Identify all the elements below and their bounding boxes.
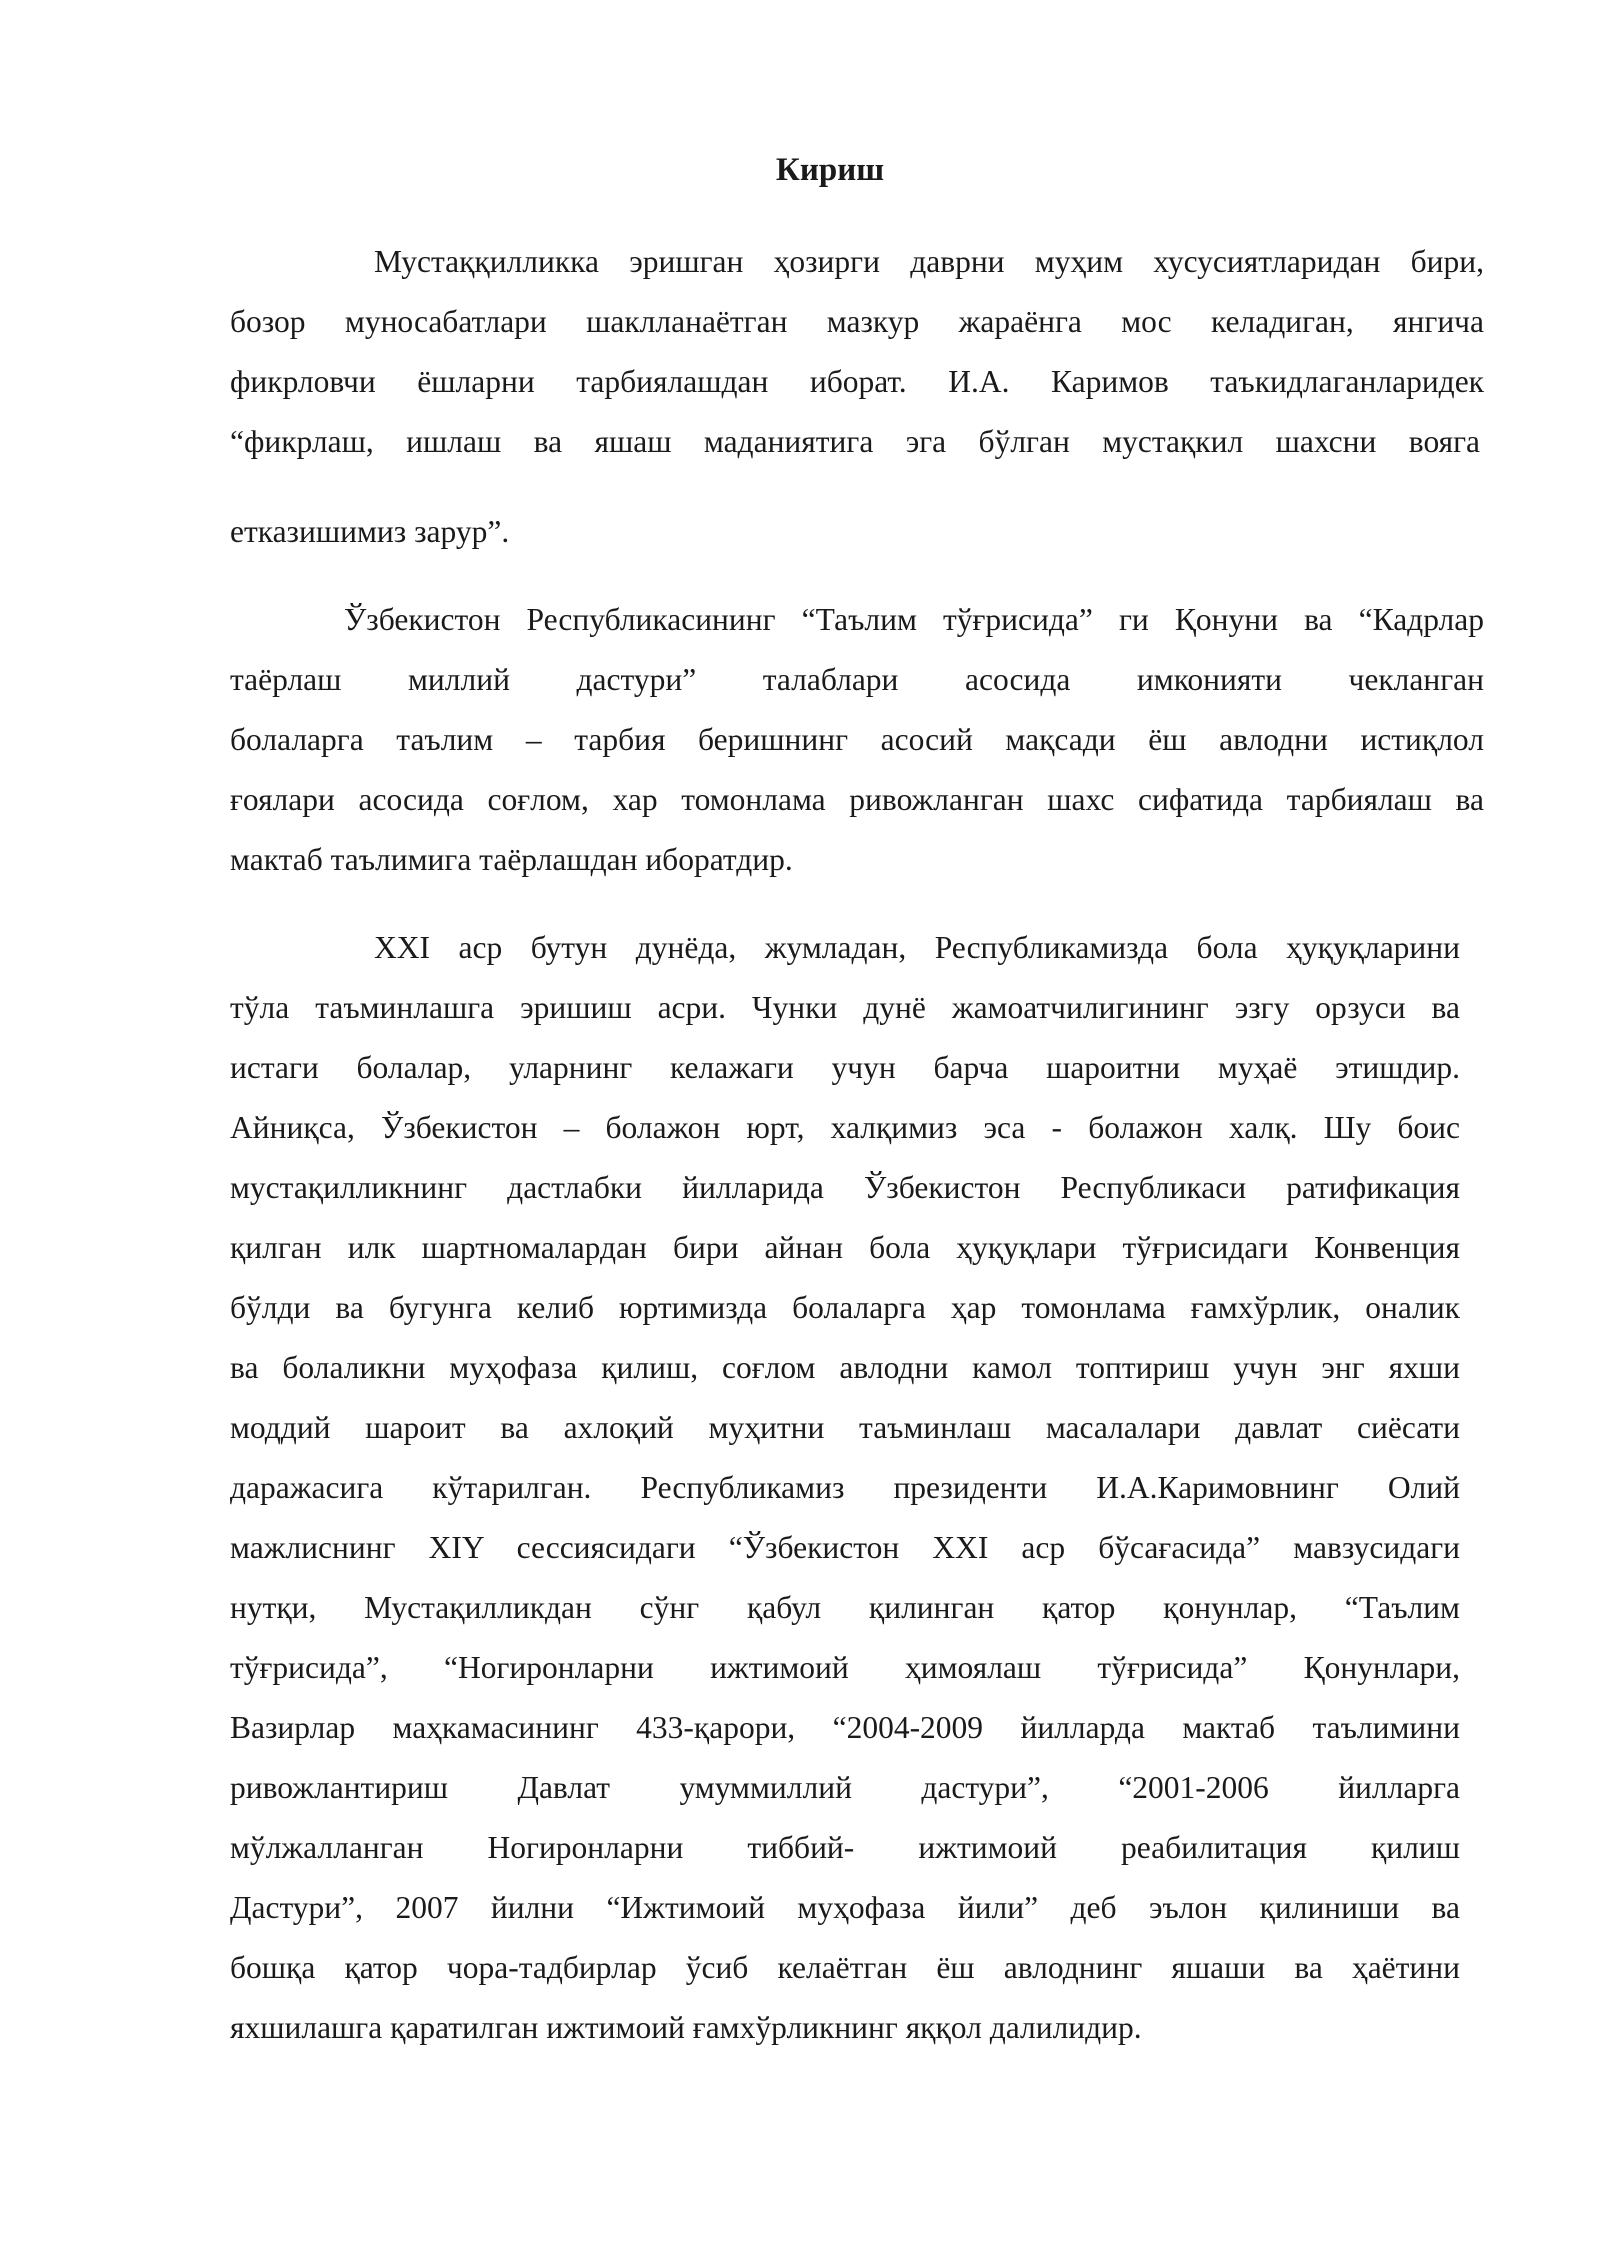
text-line: мактаб таълимига таёрлашдан иборатдир. — [230, 842, 793, 877]
text-line: Ўзбекистон Республикасининг “Таълим тўғрисида” ги Қонуни ва “Кадрлар — [344, 602, 1484, 637]
text-line: тўғрисида”, “Ногиронларни ижтимоий ҳимоялаш тўғрисида” Қонунлари, — [230, 1650, 1460, 1685]
text-line: қилган илк шартномалардан бири айнан бола ҳуқуқлари тўғрисидаги Конвенция — [230, 1230, 1460, 1265]
text-line: яхшилашга қаратилган ижтимоий ғамхўрликнинг яққол далилидир. — [230, 2010, 1142, 2045]
text-line: XXI аср бутун дунёда, жумладан, Республикамизда бола ҳуқуқларини — [374, 930, 1460, 965]
text-line: мустақилликнинг дастлабки йилларида Ўзбекистон Республикаси ратификация — [230, 1170, 1460, 1205]
text-line: мажлиснинг XIY сессиясидаги “Ўзбекистон XXI аср бўсағасида” мавзусидаги — [230, 1530, 1460, 1565]
text-line: бошқа қатор чора-тадбирлар ўсиб келаётган ёш авлоднинг яшаши ва ҳаётини — [230, 1950, 1460, 1985]
text-line: “фикрлаш, ишлаш ва яшаш маданиятига эга бўлган мустақкил шахсни вояга — [230, 424, 1480, 459]
text-line: фикрловчи ёшларни тарбиялашдан иборат. И.А. Каримов таъкидлаганларидек — [230, 364, 1484, 399]
text-line: Мустаққилликка эришган ҳозирги даврни муҳим хусусиятларидан бири, — [374, 244, 1484, 279]
text-line: даражасига кўтарилган. Республикамиз президенти И.А.Каримовнинг Олий — [230, 1470, 1460, 1505]
text-line: Вазирлар маҳкамасининг 433-қарори, “2004-2009 йилларда мактаб таълимини — [230, 1710, 1460, 1745]
text-line: бўлди ва бугунга келиб юртимизда болаларга ҳар томонлама ғамхўрлик, оналик — [230, 1290, 1460, 1325]
text-line: болаларга таълим – тарбия беришнинг асосий мақсади ёш авлодни истиқлол — [230, 722, 1484, 757]
text-line: ривожлантириш Давлат умуммиллий дастури”, “2001-2006 йилларга — [230, 1770, 1460, 1805]
page-title: Кириш — [775, 152, 885, 188]
text-line: мўлжалланган Ногиронларни тиббий- ижтимоий реабилитация қилиш — [230, 1830, 1460, 1865]
text-line: Дастури”, 2007 йилни “Ижтимоий муҳофаза йили” деб эълон қилиниши ва — [230, 1890, 1460, 1925]
text-line: етказишимиз зарур”. — [230, 514, 510, 549]
text-line: бозор муносабатлари шаклланаётган мазкур жараёнга мос келадиган, янгича — [230, 304, 1484, 339]
text-line: истаги болалар, уларнинг келажаги учун барча шароитни муҳаё этишдир. — [230, 1050, 1460, 1085]
text-line: Айниқса, Ўзбекистон – болажон юрт, халқимиз эса - болажон халқ. Шу боис — [230, 1110, 1460, 1145]
text-line: тўла таъминлашга эришиш асри. Чунки дунё жамоатчилигининг эзгу орзуси ва — [230, 990, 1460, 1025]
text-line: моддий шароит ва ахлоқий муҳитни таъминлаш масалалари давлат сиёсати — [230, 1410, 1460, 1445]
text-line: нутқи, Мустақилликдан сўнг қабул қилинган қатор қонунлар, “Таълим — [230, 1590, 1460, 1625]
text-line: ва болаликни муҳофаза қилиш, соғлом авлодни камол топтириш учун энг яхши — [230, 1350, 1460, 1385]
text-line: ғоялари асосида соғлом, хар томонлама ривожланган шахс сифатида тарбиялаш ва — [230, 782, 1484, 817]
text-line: таёрлаш миллий дастури” талаблари асосида имконияти чекланган — [230, 662, 1484, 697]
